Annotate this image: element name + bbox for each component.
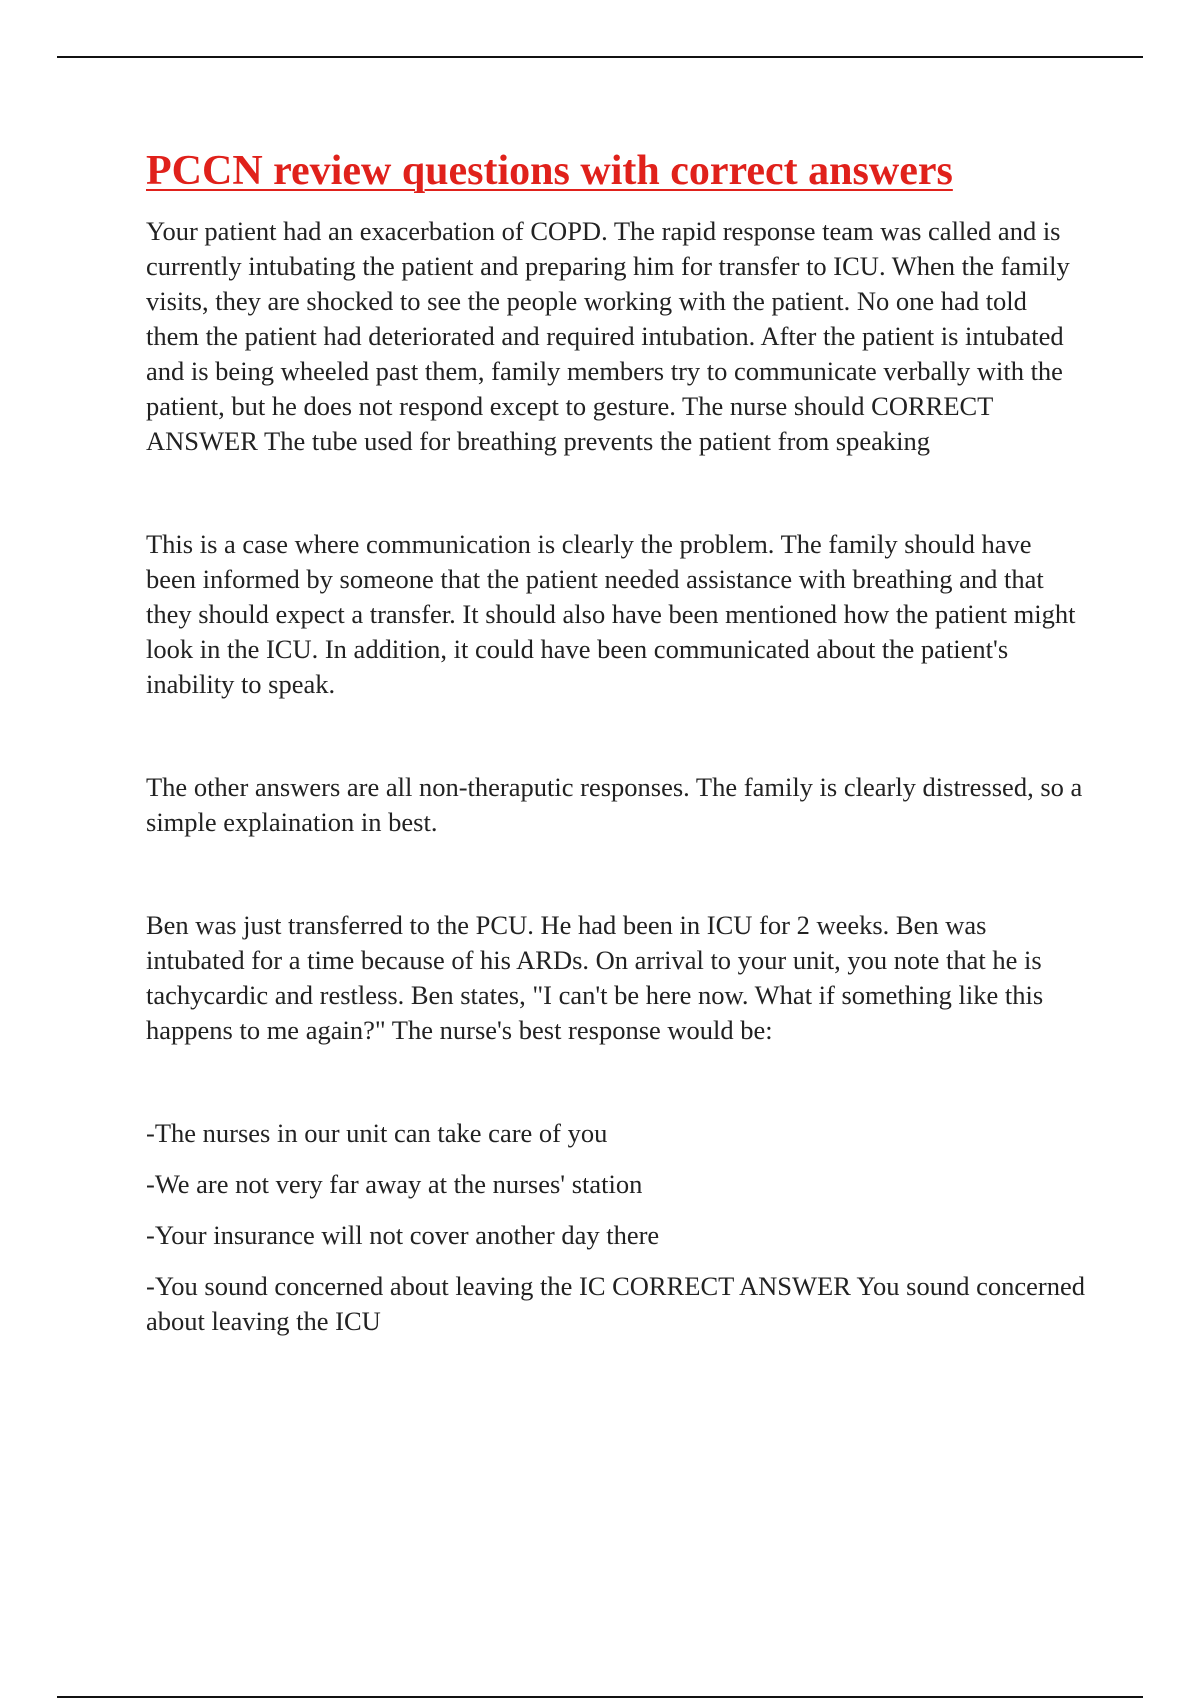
answer-option-3: -Your insurance will not cover another day there	[146, 1220, 660, 1251]
answer-option-4: -You sound concerned about leaving the IC CORRECT ANSWER You sound concerned about leaving the ICU	[146, 1271, 1085, 1337]
spacer	[146, 459, 1086, 527]
spacer	[146, 702, 1086, 770]
answer-option-2: -We are not very far away at the nurses' station	[146, 1169, 643, 1200]
question-1-paragraph: Your patient had an exacerbation of COPD. The rapid response team was called and is currently intubating the patient and preparing him for transfer to ICU. When the family visits, they are shocked to see the people working with the patient. No one had told them the patient had deteriorated and required intubation. After the patient is intubated and is being wheeled past them, family members try to communicate verbally with the patient, but he does not respond except to gesture. The nurse should CORRECT ANSWER The tube used for breathing prevents the patient from speaking	[146, 216, 1070, 457]
document-title: PCCN review questions with correct answers	[146, 148, 953, 194]
explanation-paragraph-1: This is a case where communication is clearly the problem. The family should have been informed by someone that the patient needed assistance with breathing and that they should expect a transfer. It should also have been mentioned how the patient might look in the ICU. In addition, it could have been communicated about the patient's inability to speak.	[146, 529, 1076, 700]
bottom-rule	[57, 1696, 1143, 1698]
document-body	[146, 146, 1086, 1339]
explanation-paragraph-2: The other answers are all non-theraputic responses. The family is clearly distressed, so a simple explaination in best.	[146, 772, 1083, 838]
spacer	[146, 1048, 1086, 1116]
spacer	[146, 840, 1086, 908]
question-2-paragraph: Ben was just transferred to the PCU. He had been in ICU for 2 weeks. Ben was intubated for a time because of his ARDs. On arrival to your unit, you note that he is tachycardic and restless. Ben states, "I can't be here now. What if something like this happens to me again?" The nurse's best response would be:	[146, 910, 1044, 1046]
answer-option-1: -The nurses in our unit can take care of you	[146, 1118, 608, 1149]
answer-options-list	[146, 1116, 1086, 1339]
top-rule	[57, 56, 1143, 58]
